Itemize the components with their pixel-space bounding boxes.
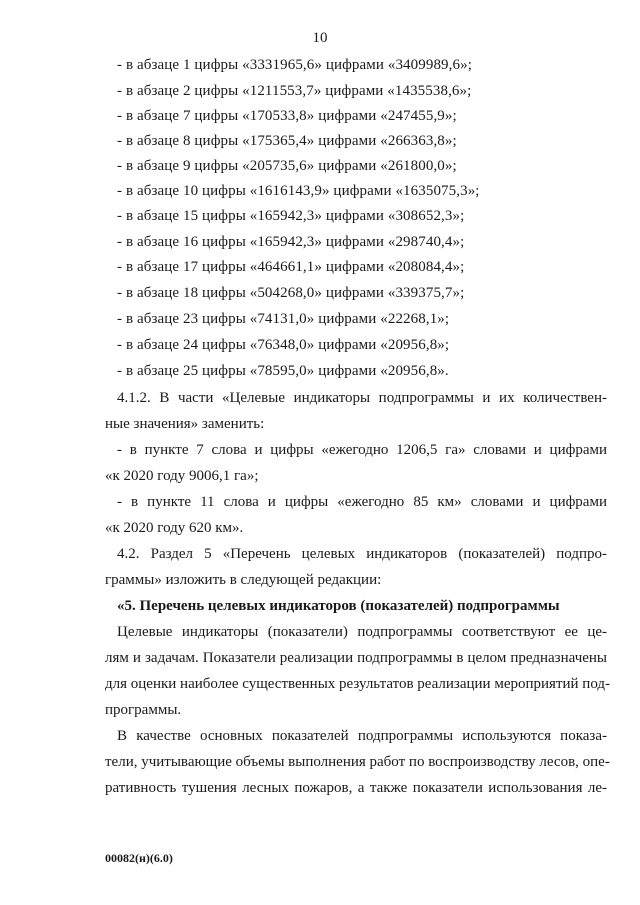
list-item: - в абзаце 7 цифры «170533,8» цифрами «247455,9»; [117,108,457,124]
list-item: - в абзаце 1 цифры «3331965,6» цифрами «3409989,6»; [117,57,472,73]
paragraph-1-line4: программы. [105,702,182,718]
section-4-2-line2: граммы» изложить в следующей редакции: [105,572,382,588]
section-heading: «5. Перечень целевых индикаторов (показателей) подпрограммы [117,598,560,614]
list-item: - в абзаце 15 цифры «165942,3» цифрами «308652,3»; [117,208,465,224]
page-number: 10 [312,30,328,46]
section-4-1-2-line1: 4.1.2. В части «Целевые индикаторы подпрограммы и их количествен- [117,390,607,406]
list-item: - в абзаце 17 цифры «464661,1» цифрами «208084,4»; [117,259,465,275]
paragraph-1-line3: для оценки наиболее существенных результатов реализации мероприятий под- [105,676,611,692]
paragraph-1-line2: лям и задачам. Показатели реализации подпрограммы в целом предназначены [105,650,607,666]
item-11-line1: - в пункте 11 слова и цифры «ежегодно 85 км» словами и цифрами [117,494,607,510]
item-7-line2: «к 2020 году 9006,1 га»; [105,468,259,484]
section-4-2-line1: 4.2. Раздел 5 «Перечень целевых индикаторов (показателей) подпро- [117,546,607,562]
list-item: - в абзаце 8 цифры «175365,4» цифрами «266363,8»; [117,133,457,149]
paragraph-2-line2: тели, учитывающие объемы выполнения работ по воспроизводству лесов, опе- [105,754,610,770]
paragraph-1-line1: Целевые индикаторы (показатели) подпрограммы соответствуют ее це- [117,624,607,640]
list-item: - в абзаце 24 цифры «76348,0» цифрами «20956,8»; [117,337,450,353]
paragraph-2-line1: В качестве основных показателей подпрограммы используются показа- [117,728,607,744]
list-item: - в абзаце 16 цифры «165942,3» цифрами «298740,4»; [117,234,465,250]
list-item: - в абзаце 10 цифры «1616143,9» цифрами «1635075,3»; [117,183,480,199]
list-item: - в абзаце 18 цифры «504268,0» цифрами «339375,7»; [117,285,465,301]
list-item: - в абзаце 23 цифры «74131,0» цифрами «22268,1»; [117,311,450,327]
section-4-1-2-line2: ные значения» заменить: [105,416,265,432]
item-11-line2: «к 2020 году 620 км». [105,520,244,536]
item-7-line1: - в пункте 7 слова и цифры «ежегодно 1206,5 га» словами и цифрами [117,442,607,458]
document-code: 00082(н)(6.0) [105,851,173,865]
list-item: - в абзаце 25 цифры «78595,0» цифрами «20956,8». [117,363,449,379]
list-item: - в абзаце 2 цифры «1211553,7» цифрами «1435538,6»; [117,83,472,99]
paragraph-2-line3: ративность тушения лесных пожаров, а также показатели использования ле- [105,780,607,796]
list-item: - в абзаце 9 цифры «205735,6» цифрами «261800,0»; [117,158,457,174]
